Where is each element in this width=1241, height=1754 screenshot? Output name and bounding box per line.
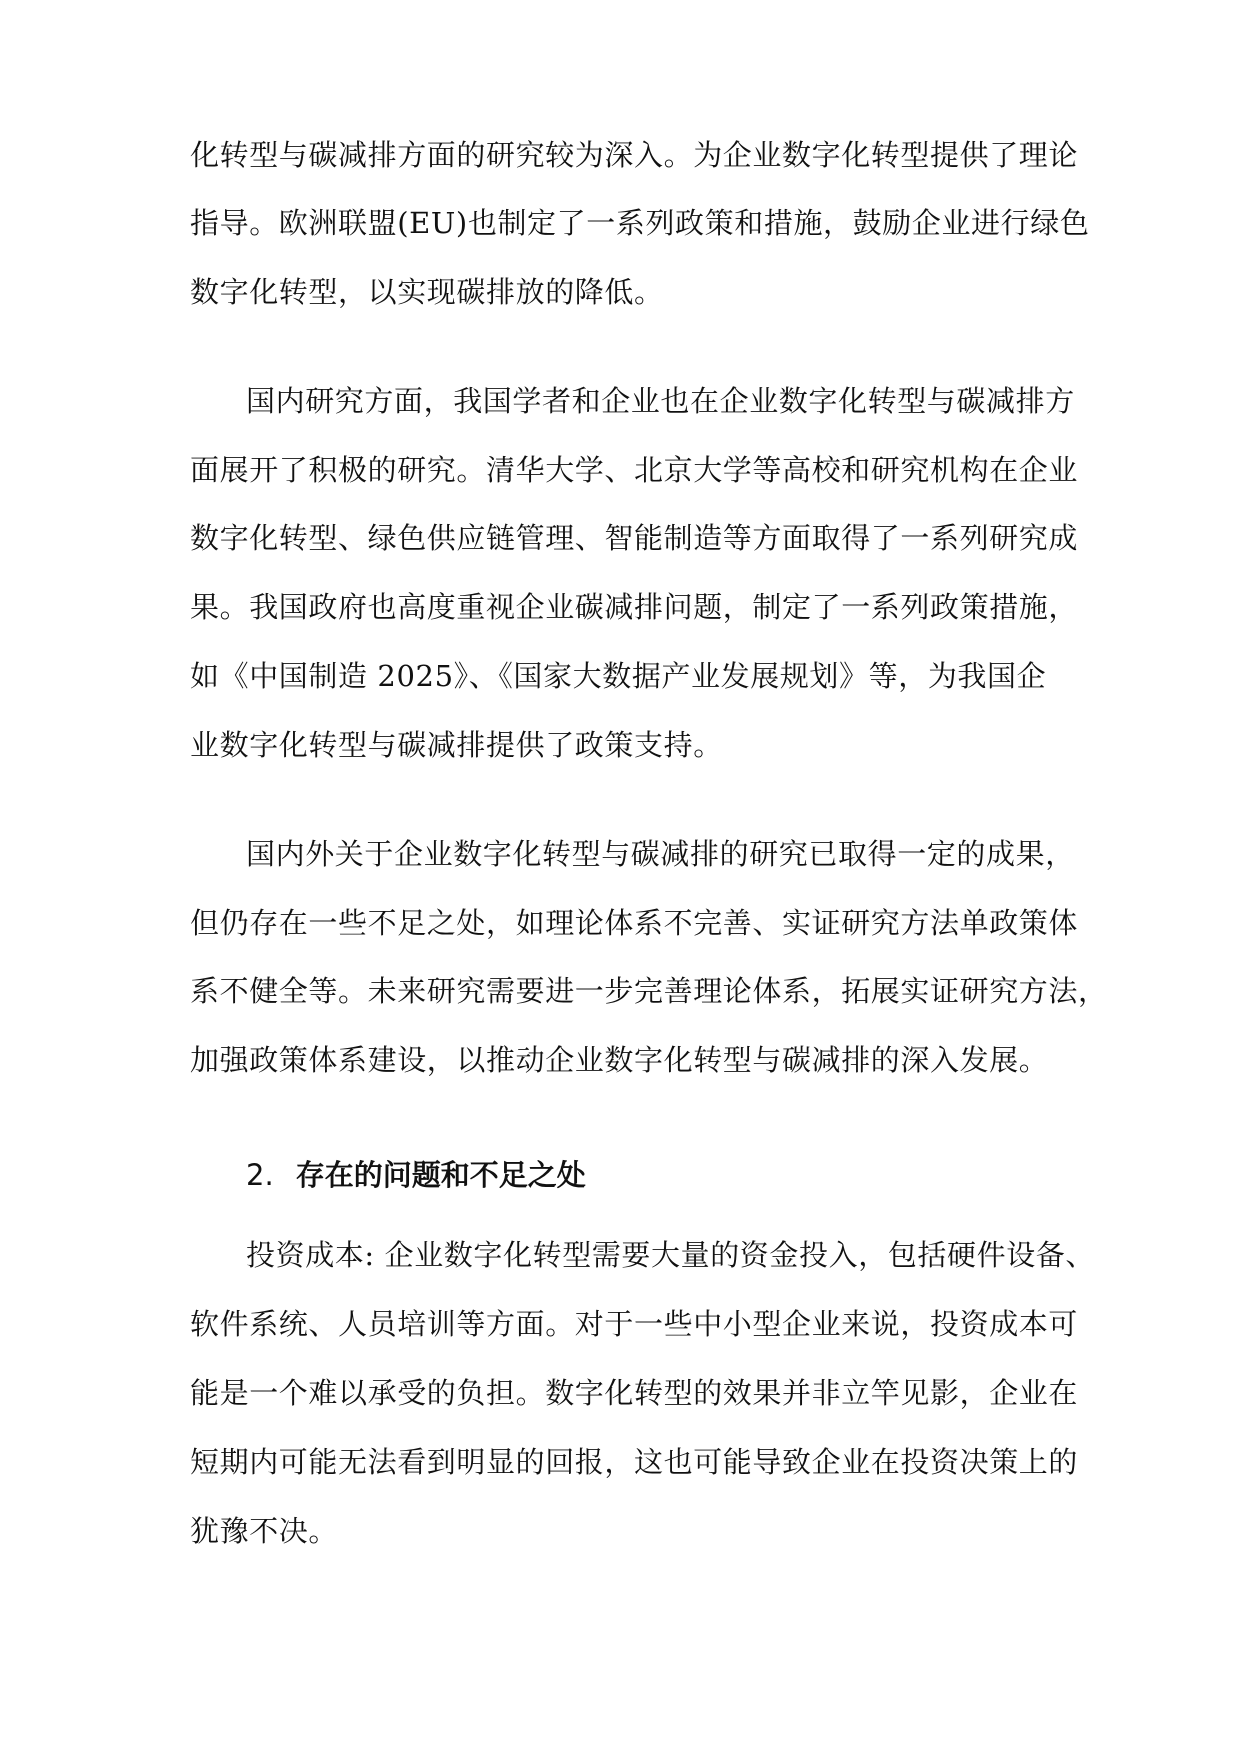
paragraph-line: 短期内可能无法看到明显的回报，这也可能导致企业在投资决策上的 — [190, 1445, 1079, 1479]
paragraph-line: 果。我国政府也高度重视企业碳减排问题，制定了一系列政策措施， — [190, 590, 1079, 624]
paragraph-line: 面展开了积极的研究。清华大学、北京大学等高校和研究机构在企业 — [190, 453, 1079, 487]
section-number: 2. — [246, 1158, 274, 1192]
paragraph-line: 国内研究方面，我国学者和企业也在企业数字化转型与碳减排方 — [246, 384, 1075, 418]
paragraph-line: 业数字化转型与碳减排提供了政策支持。 — [190, 728, 723, 762]
paragraph-line: 数字化转型，以实现碳排放的降低。 — [190, 275, 664, 309]
paragraph-line: 投资成本: 企业数字化转型需要大量的资金投入，包括硬件设备、 — [246, 1238, 1095, 1272]
section-heading — [246, 1153, 586, 1197]
paragraph-line: 化转型与碳减排方面的研究较为深入。为企业数字化转型提供了理论 — [190, 138, 1079, 172]
paragraph-line: 犹豫不决。 — [190, 1514, 339, 1548]
paragraph-line: 数字化转型、绿色供应链管理、智能制造等方面取得了一系列研究成 — [190, 521, 1079, 555]
paragraph-line: 能是一个难以承受的负担。数字化转型的效果并非立竿见影，企业在 — [190, 1376, 1079, 1410]
paragraph-line: 国内外关于企业数字化转型与碳减排的研究已取得一定的成果， — [246, 837, 1075, 871]
paragraph-line: 系不健全等。未来研究需要进一步完善理论体系，拓展实证研究方法， — [190, 974, 1108, 1008]
section-title: 存在的问题和不足之处 — [295, 1158, 586, 1192]
paragraph-line: 如《中国制造 2025》、《国家大数据产业发展规划》等，为我国企 — [190, 659, 1047, 693]
paragraph-line: 指导。欧洲联盟(EU)也制定了一系列政策和措施，鼓励企业进行绿色 — [190, 206, 1090, 240]
paragraph-line: 但仍存在一些不足之处，如理论体系不完善、实证研究方法单政策体 — [190, 906, 1079, 940]
paragraph-line: 加强政策体系建设，以推动企业数字化转型与碳减排的深入发展。 — [190, 1043, 1049, 1077]
paragraph-line: 软件系统、人员培训等方面。对于一些中小型企业来说，投资成本可 — [190, 1307, 1079, 1341]
